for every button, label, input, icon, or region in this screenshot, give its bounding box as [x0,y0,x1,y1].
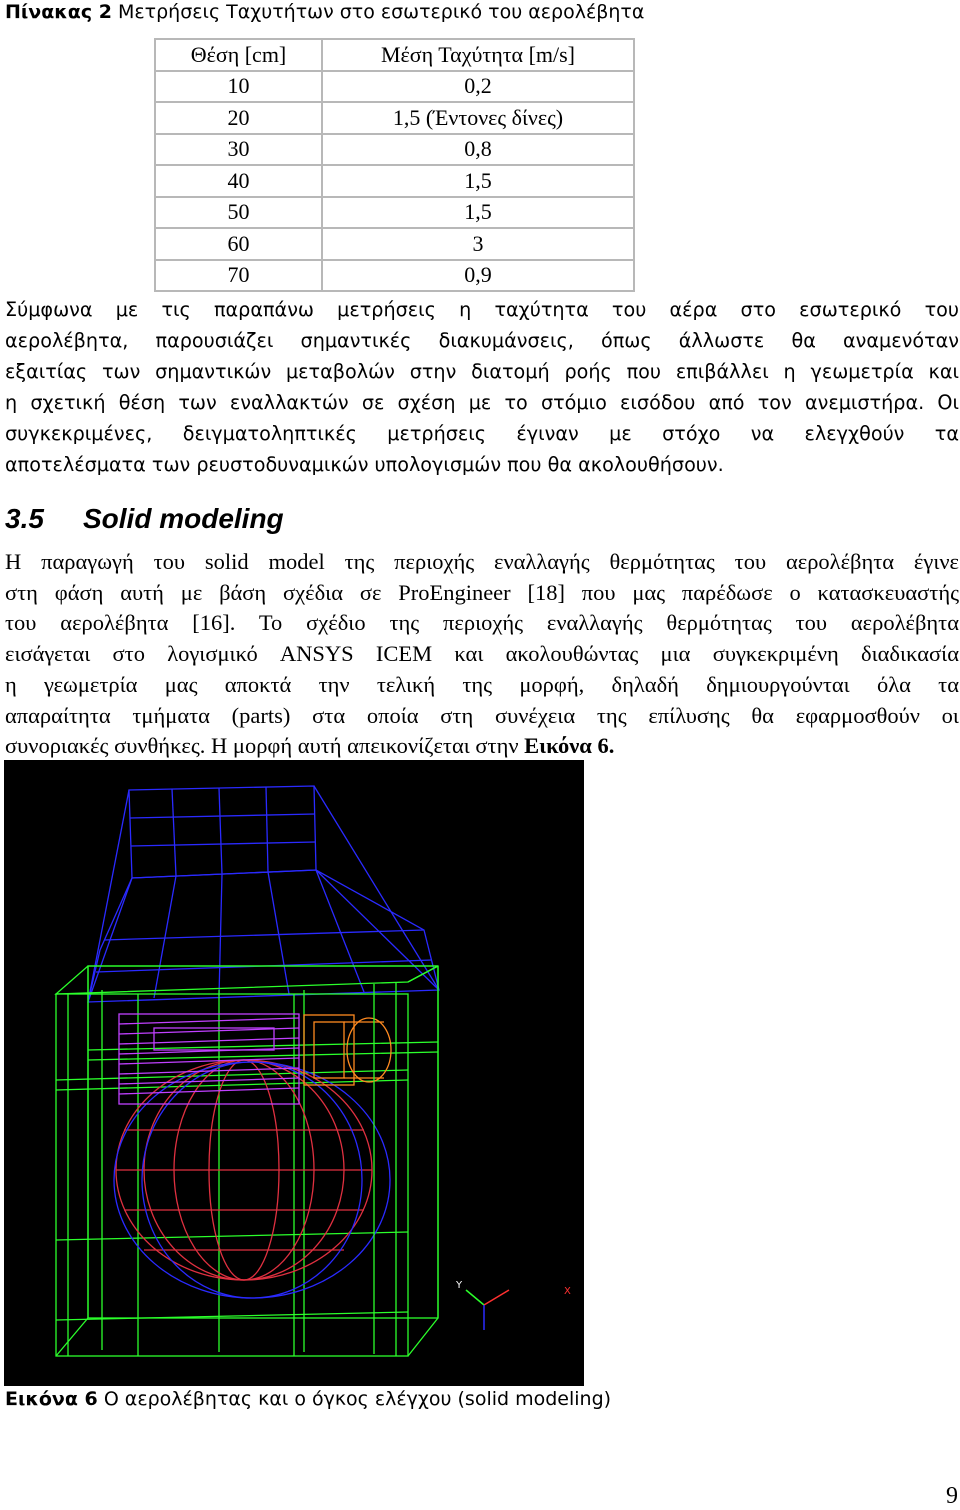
hood-wireframe [88,786,439,1002]
section-heading [5,503,284,535]
paragraph-line: του αερολέβητα [16]. Το σχέδιο της περιοχής εναλλαγής θερμότητας του αερολέβητα [5,610,959,636]
table-row [155,71,634,103]
paragraph-line: Η παραγωγή του solid model της περιοχής εναλλαγής θερμότητας του αερολέβητα έγινε [5,549,959,574]
paragraph-line: η γεωμετρία μας αποκτά την τελική της μορφή, δηλαδή δημιουργούνται όλα τα [5,671,959,697]
axis-x-label: X [564,1286,571,1297]
paragraph-line: απαραίτητα τμήματα (parts) στα οποία στη συνέχεια της επίλυσης θα εφαρμοσθούν οι [5,702,959,728]
table-cell: 70 [155,260,322,292]
table-cell: 0,9 [322,260,634,292]
paragraph-line: αερολέβητα, παρουσιάζει σημαντικές διακυμάνσεις, όπως άλλωστε θα αναμενόταν [5,329,959,352]
table-caption-label: Πίνακας 2 [5,1,112,23]
paragraph-line: η σχετική θέση των εναλλακτών σε σχέση με το στόμιο εισόδου από τον ανεμιστήρα. Οι [5,391,959,414]
table-cell: 1,5 [322,197,634,229]
drum-outline-wireframe [114,1062,390,1298]
paragraph-last-text: συνοριακές συνθήκες. Η μορφή αυτή απεικονίζεται στην [5,733,525,759]
paragraph-line: στη φάση αυτή με βάση σχέδια σε ProEngineer [18] που μας παρέδωσε ο κατασκευαστής [5,579,959,605]
axes-triad [466,1290,509,1330]
table-cell: 1,5 [322,165,634,197]
table-row [155,197,634,229]
x-axis-line [484,1290,509,1305]
figure-caption-label: Εικόνα 6 [5,1388,98,1410]
table-header-velocity: Μέση Ταχύτητα [m/s] [322,39,634,71]
table-cell: 30 [155,134,322,166]
figure-caption-text: Ο αερολέβητας και ο όγκος ελέγχου (solid modeling) [103,1388,612,1410]
section-title: Solid modeling [83,503,284,534]
page-number: 9 [946,1483,958,1509]
paragraph-line: εξαιτίας των σημαντικών μεταβολών στην διατομή ροής που επιβάλλει η γεωμετρία και [5,360,959,383]
paragraph-line-last [5,731,959,762]
axis-y-label: Y [456,1280,463,1291]
figure-reference: Εικόνα 6. [524,733,615,759]
y-axis-line [466,1290,484,1305]
paragraph-line: Σύμφωνα με τις παραπάνω μετρήσεις η ταχύτητα του αέρα στο εσωτερικό του [5,298,959,321]
table-cell: 40 [155,165,322,197]
table-row [155,228,634,260]
table-caption [5,1,644,23]
figure-caption [5,1388,611,1410]
wireframe-figure [4,760,584,1386]
table-cell: 0,2 [322,71,634,103]
paragraph-line-last: αποτελέσματα των ρευστοδυναμικών υπολογισμών που θα ακολουθήσουν. [5,453,724,476]
table-header-position: Θέση [cm] [155,39,322,71]
table-cell: 10 [155,71,322,103]
table-cell: 1,5 (Έντονες δίνες) [322,102,634,134]
wireframe-model-image [4,760,584,1386]
table-row [155,165,634,197]
table-cell: 0,8 [322,134,634,166]
paragraph-solid-modeling [5,547,959,762]
inner-frame-wireframe [88,966,438,1354]
paragraph-line: συγκεκριμένες, δειγματοληπτικές μετρήσεις έγιναν με στόχο να ελεγχθούν τα [5,422,959,445]
table-cell: 60 [155,228,322,260]
table-row [155,134,634,166]
fan-housing-wireframe [304,1015,391,1085]
measurements-table [154,38,635,292]
section-number: 3.5 [5,503,44,534]
table-cell: 20 [155,102,322,134]
table-cell: 3 [322,228,634,260]
table-header-row [155,39,634,71]
paragraph-line: εισάγεται στο λογισμικό ANSYS ICEM και ακολουθώντας μια συγκεκριμένη διαδικασία [5,641,959,667]
table-cell: 50 [155,197,322,229]
table-caption-text: Μετρήσεις Ταχυτήτων στο εσωτερικό του αερολέβητα [118,1,645,23]
paragraph-measurements [5,294,959,480]
table-row [155,102,634,134]
table-row [155,260,634,292]
